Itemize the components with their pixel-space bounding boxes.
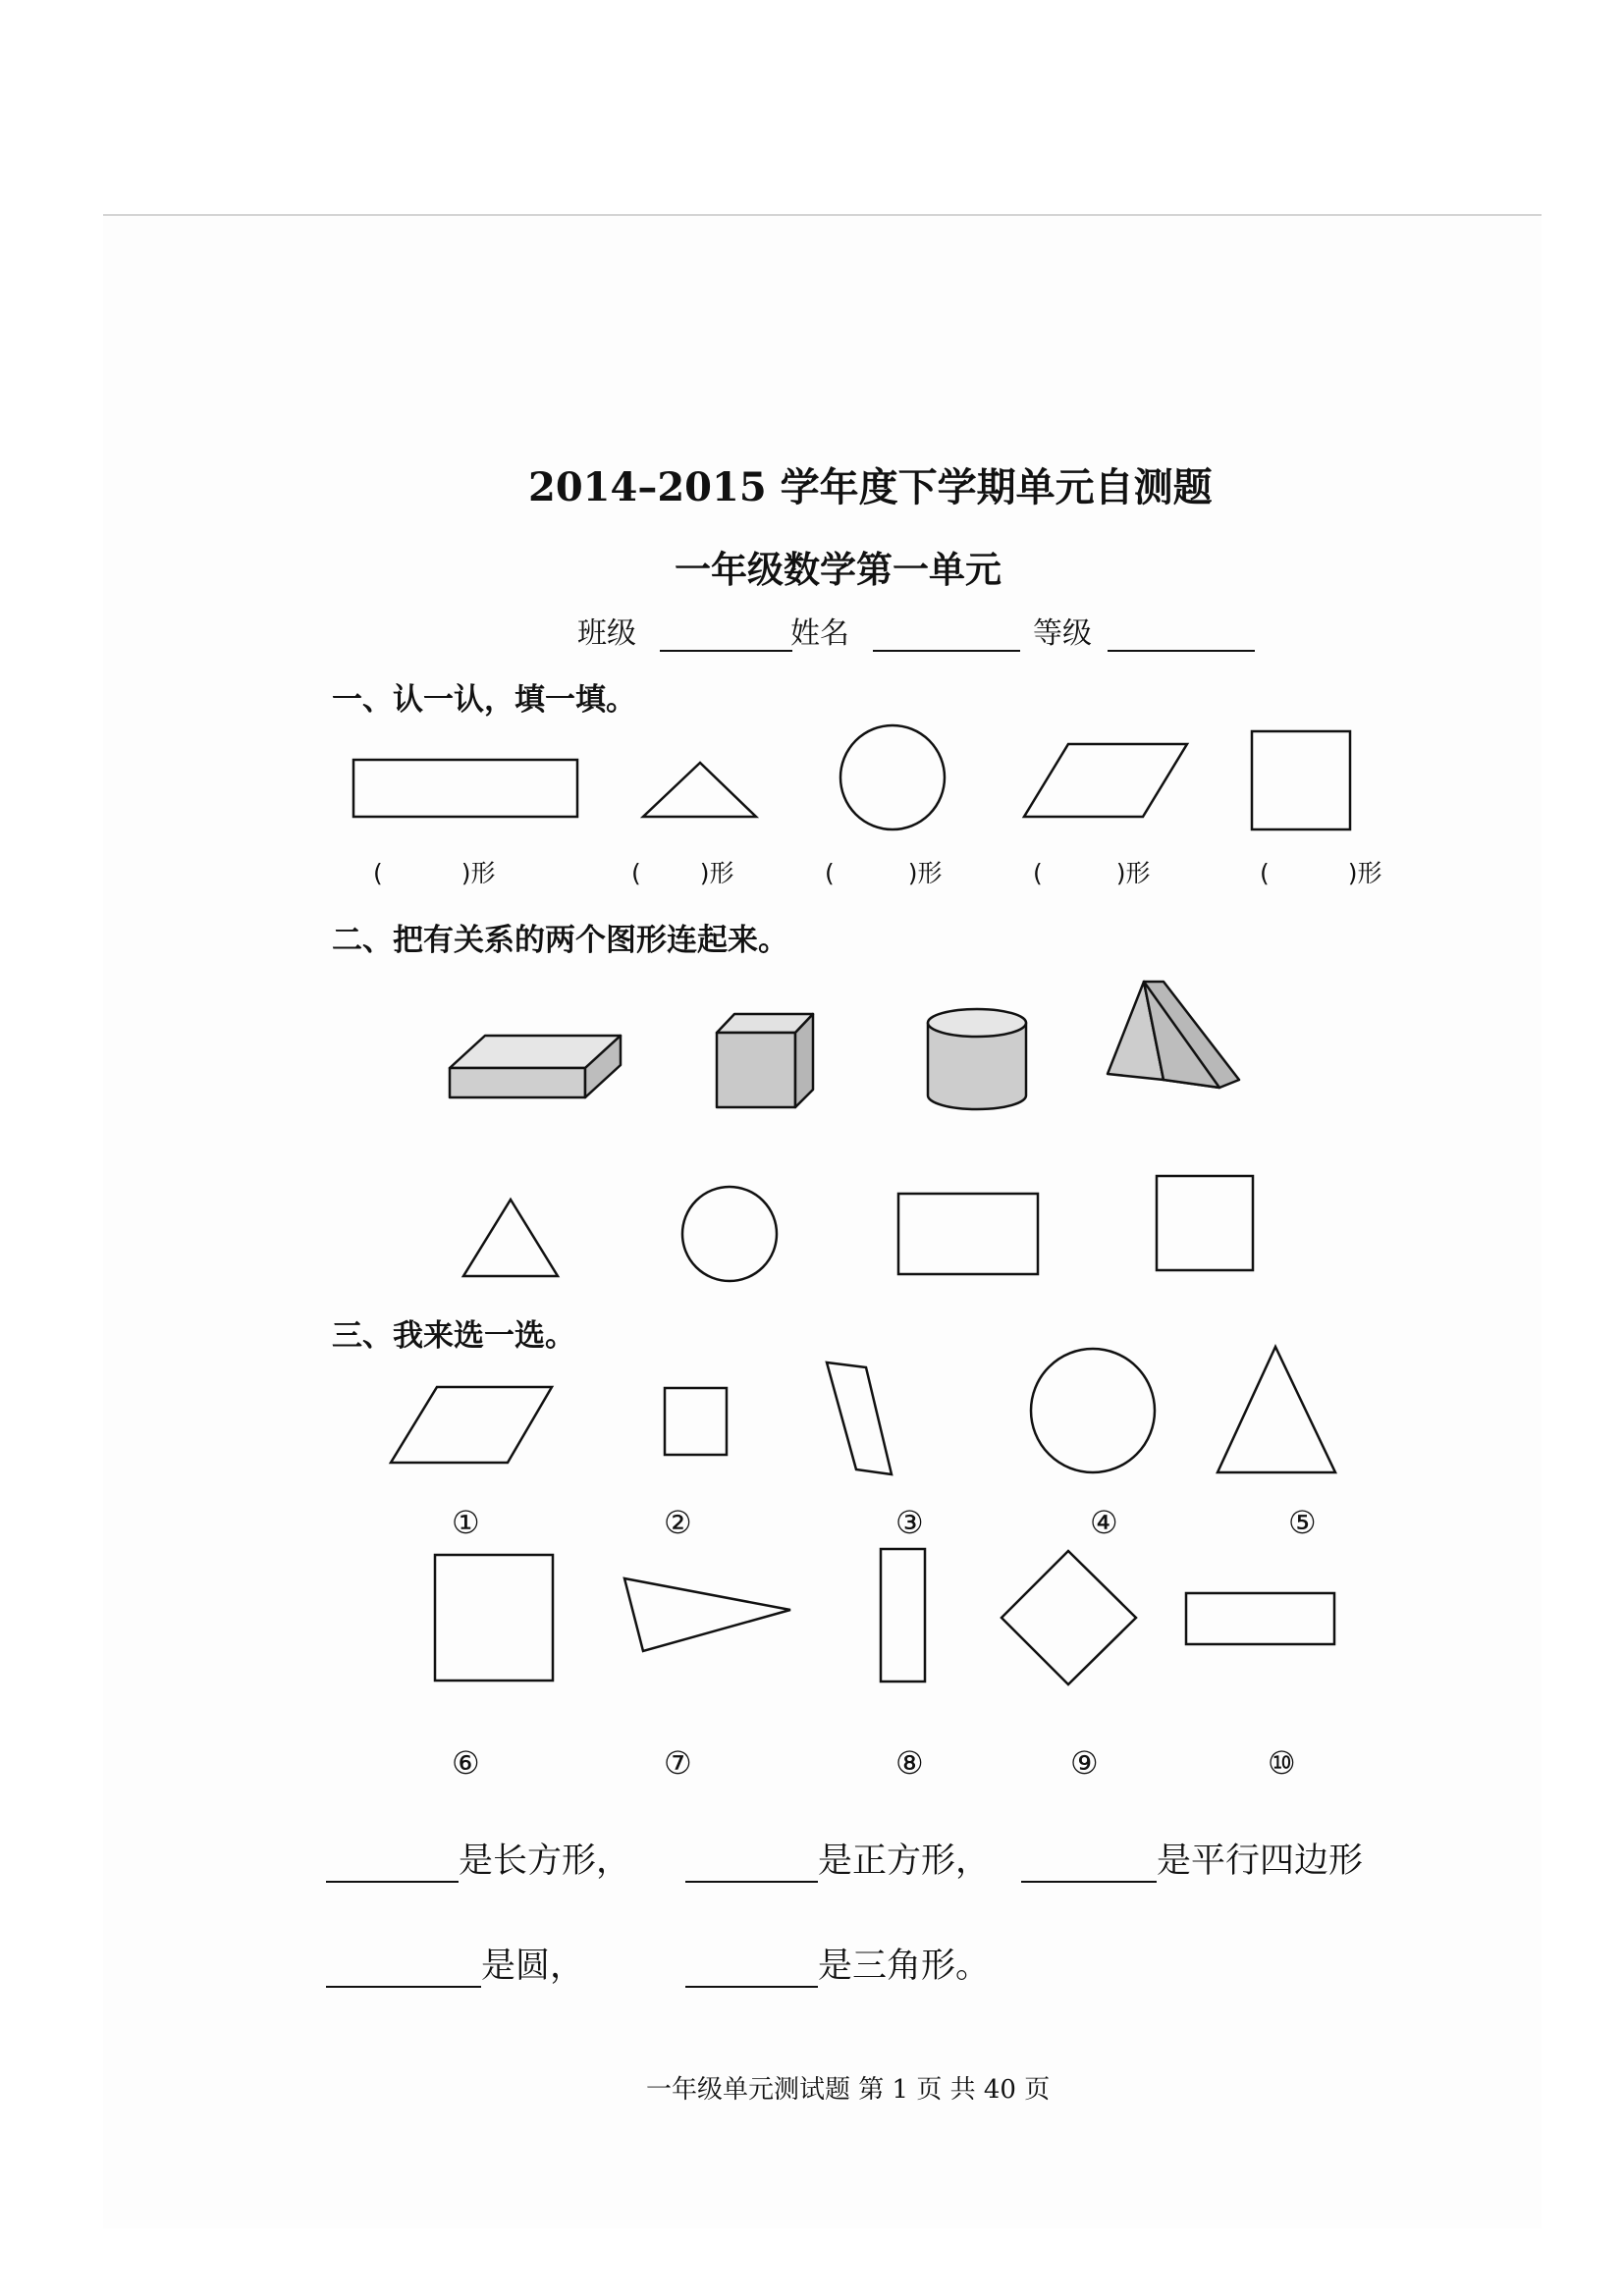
answer-blank-triangle[interactable] <box>685 1952 818 1988</box>
answer-blank-rectangle[interactable] <box>326 1847 459 1883</box>
s3-parallelogram-icon-1 <box>391 1387 552 1463</box>
s3-square-icon-9 <box>1001 1551 1136 1684</box>
shape-number-7: ⑦ <box>664 1744 692 1782</box>
answer-square: 是正方形， <box>685 1834 990 1883</box>
answer-rectangle: 是长方形， <box>326 1834 630 1883</box>
s1-answer-slot-3[interactable]: ( )形 <box>825 859 943 887</box>
answer-parallelogram: 是平行四边形 <box>1021 1834 1363 1883</box>
section2-heading: 二、把有关系的两个图形连起来。 <box>332 923 788 958</box>
shape-number-6: ⑥ <box>452 1744 480 1782</box>
page-footer: 一年级单元测试题 第 1 页 共 40 页 <box>646 2075 1051 2105</box>
shape-number-2: ② <box>664 1504 692 1541</box>
shape-number-3: ③ <box>895 1504 924 1541</box>
page-subtitle: 一年级数学第一单元 <box>675 548 1001 591</box>
shape-number-5: ⑤ <box>1288 1504 1317 1541</box>
answer-blank-parallelogram[interactable] <box>1021 1847 1157 1883</box>
s1-answer-slot-5[interactable]: ( )形 <box>1260 859 1382 887</box>
shape-number-8: ⑧ <box>895 1744 924 1782</box>
shape-number-10: ⑩ <box>1268 1744 1296 1782</box>
class-label: 班级 <box>577 616 636 651</box>
s3-rectangle-icon-8 <box>881 1549 925 1682</box>
answer-blank-square[interactable] <box>685 1847 818 1883</box>
answer-triangle: 是三角形。 <box>685 1939 990 1988</box>
answer-circle: 是圆， <box>326 1939 584 1988</box>
s3-square-icon-6 <box>435 1555 553 1681</box>
s3-triangle-icon-7 <box>624 1578 790 1651</box>
name-label: 姓名 <box>790 616 849 651</box>
grade-label: 等级 <box>1033 616 1092 651</box>
s3-parallelogram-icon-3 <box>827 1362 892 1474</box>
s1-answer-slot-4[interactable]: ( )形 <box>1033 859 1151 887</box>
shape-number-9: ⑨ <box>1070 1744 1099 1782</box>
s3-square-icon-2 <box>665 1388 727 1455</box>
section1-heading: 一、认一认，填一填。 <box>332 682 636 718</box>
shape-number-1: ① <box>452 1504 480 1541</box>
s1-answer-slot-1[interactable]: ( )形 <box>373 859 496 887</box>
s3-circle-icon-4 <box>1031 1349 1155 1472</box>
section3-heading: 三、我来选一选。 <box>332 1318 575 1354</box>
shape-number-4: ④ <box>1090 1504 1118 1541</box>
s3-triangle-icon-5 <box>1218 1347 1335 1472</box>
answer-blank-circle[interactable] <box>326 1952 481 1988</box>
page-title: 2014–2015 学年度下学期单元自测题 <box>528 464 1213 510</box>
s1-answer-slot-2[interactable]: ( )形 <box>631 859 734 887</box>
s3-rectangle-icon-10 <box>1186 1593 1334 1644</box>
